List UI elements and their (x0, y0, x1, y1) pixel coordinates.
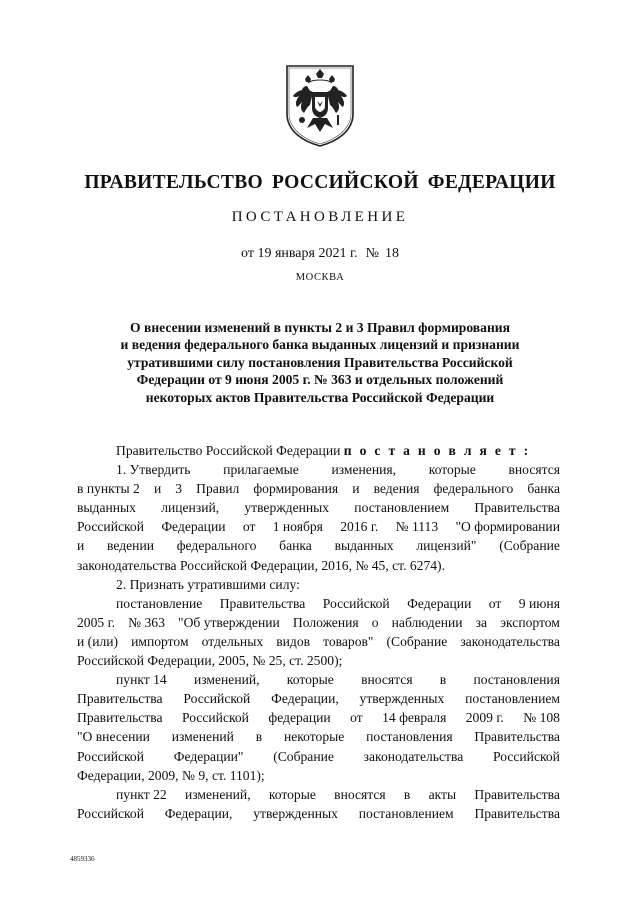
word: изменений (171, 729, 234, 745)
paragraph-line (77, 632, 560, 651)
word: 14 февраля (382, 710, 447, 726)
word: видов (276, 633, 311, 649)
word: 9 июня (518, 595, 560, 611)
date-number-line (0, 246, 640, 262)
word: пункт 22 (116, 786, 167, 802)
paragraph-line (77, 785, 560, 804)
word: вносятся (508, 462, 560, 478)
word: утвержденных (359, 691, 445, 707)
word: постановление (116, 595, 203, 611)
word: Российской Федерации, 2005, № 25, ст. 2500); (77, 653, 343, 669)
paragraph-line (77, 766, 560, 785)
word: о (371, 614, 379, 630)
title-word-1: ПРАВИТЕЛЬСТВО (84, 172, 264, 193)
preamble-verb: п о с т а н о в л я е т : (343, 443, 531, 458)
heading-line: некоторых актов Правительства Российской Федерации (145, 389, 495, 405)
word: изменений, (193, 672, 260, 688)
paragraph-line (77, 689, 560, 708)
word: постановления (366, 729, 453, 745)
word: Федерации, (164, 805, 233, 821)
word: (Собрание (386, 633, 448, 649)
word: Федерации (161, 519, 226, 535)
word: Российской (322, 595, 390, 611)
paragraph-line (77, 479, 560, 498)
paragraph-line (77, 594, 560, 613)
word: федерации (268, 710, 331, 726)
word: вносятся (361, 672, 413, 688)
word: которые (286, 672, 334, 688)
footer-code: 4859336 (70, 855, 95, 863)
heading-line: Федерации от 9 июня 2005 г. № 363 и отдельных положений (136, 372, 504, 388)
word: от (350, 710, 363, 726)
word: "О внесении (77, 729, 150, 745)
word: ведении (107, 538, 154, 554)
preamble-text: Правительство Российской Федерации (116, 443, 341, 458)
word: (Собрание (273, 748, 334, 764)
word: постановления (473, 672, 560, 688)
paragraph-2b (77, 670, 560, 785)
paragraph-line (77, 517, 560, 536)
word: от (488, 595, 502, 611)
word: Российской (77, 748, 144, 764)
word: и (или) (77, 633, 119, 649)
word: 1. Утвердить (116, 462, 191, 478)
word: некоторые (283, 729, 345, 745)
word: Правительства (474, 805, 560, 821)
word: Правительства (474, 500, 560, 516)
word: 2009 г. (465, 710, 504, 726)
word: экспортом (500, 614, 560, 630)
paragraph-2-intro (77, 575, 560, 594)
word: и (352, 481, 360, 497)
word: (Собрание (499, 538, 560, 554)
word: Российской (77, 805, 144, 821)
word: импортом (131, 633, 189, 649)
word: "Об утверждении (178, 614, 280, 630)
word: Правительства (77, 710, 163, 726)
word: Федерации, 2009, № 9, ст. 1101); (77, 767, 265, 783)
heading-line: утратившими силу постановления Правительства Российской (127, 354, 513, 370)
word: № 1113 (395, 519, 439, 535)
word: Положения (292, 614, 359, 630)
word: утвержденных (244, 500, 330, 516)
word: и (77, 538, 85, 554)
word: Российской (492, 748, 560, 764)
heading-line: О внесении изменений в пункты 2 и 3 Правил формирования (130, 320, 510, 335)
government-title (0, 172, 640, 194)
word: Федерации" (173, 748, 244, 764)
title-word-3: ФЕДЕРАЦИИ (427, 172, 556, 193)
document-heading (82, 319, 558, 406)
paragraph-2-intro-text: 2. Признать утратившими силу: (116, 576, 300, 592)
paragraph-line (77, 747, 560, 766)
word: выданных (77, 500, 136, 516)
title-word-2: РОССИЙСКОЙ (272, 172, 419, 193)
word: которые (268, 786, 316, 802)
word: банка (527, 481, 560, 497)
paragraph-line (77, 651, 560, 670)
word: федерального (176, 538, 257, 554)
word: законодательства (460, 633, 560, 649)
coat-of-arms-emblem (283, 62, 357, 148)
word: Федерации (407, 595, 472, 611)
paragraph-line (77, 498, 560, 517)
word: Российской (181, 710, 249, 726)
word: 2005 г. (77, 614, 116, 630)
word: Правительства (77, 691, 163, 707)
paragraph-line (77, 670, 560, 689)
word: лицензий" (416, 538, 477, 554)
word: лицензий, (161, 500, 220, 516)
word: и (153, 481, 162, 497)
word: изменений, (184, 786, 251, 802)
document-body (77, 441, 560, 823)
word: Правительства (474, 786, 560, 802)
word: пункт 14 (116, 672, 167, 688)
word: № 363 (128, 614, 165, 630)
word: законодательства (363, 748, 464, 764)
word: Правительства (219, 595, 306, 611)
word: формирования (253, 481, 339, 497)
word: акты (428, 786, 457, 802)
paragraph-line (77, 460, 560, 479)
word: Российской (77, 519, 144, 535)
paragraph-line (77, 708, 560, 727)
preamble-line (77, 441, 560, 460)
word: Федерации, (271, 691, 339, 707)
word: утвержденных (253, 805, 338, 821)
word: наблюдении (391, 614, 463, 630)
word: 3 (175, 481, 183, 497)
double-headed-eagle-icon (283, 62, 357, 148)
word: постановлением (358, 805, 454, 821)
word: Российской (183, 691, 251, 707)
word: выданных (334, 538, 394, 554)
paragraph-2c (77, 785, 560, 823)
paragraph-1 (77, 460, 560, 575)
word: "О формировании (455, 519, 560, 535)
paragraph-line (77, 613, 560, 632)
word: отдельных (201, 633, 264, 649)
word: федерального (433, 481, 514, 497)
word: которые (428, 462, 476, 478)
word: банка (279, 538, 312, 554)
word: за (475, 614, 488, 630)
word: в (439, 672, 447, 688)
word: ведения (373, 481, 420, 497)
word: 2016 г. (340, 519, 379, 535)
word: Правил (196, 481, 240, 497)
word: в пункты 2 (77, 481, 140, 497)
paragraph-line (77, 536, 560, 555)
word: постановлением (354, 500, 450, 516)
word: вносятся (334, 786, 386, 802)
document-number: 18 (384, 246, 399, 261)
word: № 108 (523, 710, 560, 726)
word: законодательства Российской Федерации, 2016, № 45, ст. 6274). (77, 557, 445, 573)
word: в (255, 729, 263, 745)
document-date: от 19 января 2021 г. (241, 246, 358, 261)
heading-line: и ведения федерального банка выданных лицензий и признании (120, 337, 520, 353)
document-type: ПОСТАНОВЛЕНИЕ (231, 209, 409, 225)
word: Правительства (474, 729, 560, 745)
word: в (403, 786, 411, 802)
paragraph-2a (77, 594, 560, 670)
word: от (242, 519, 256, 535)
word: 1 ноября (272, 519, 323, 535)
word: постановлением (465, 691, 560, 707)
number-sign: № (365, 246, 379, 261)
word: прилагаемые (223, 462, 299, 478)
city-name: МОСКВА (295, 272, 345, 283)
word: изменения, (331, 462, 397, 478)
paragraph-line (77, 727, 560, 746)
paragraph-line (77, 556, 560, 575)
word: товаров" (323, 633, 374, 649)
paragraph-line (77, 804, 560, 823)
